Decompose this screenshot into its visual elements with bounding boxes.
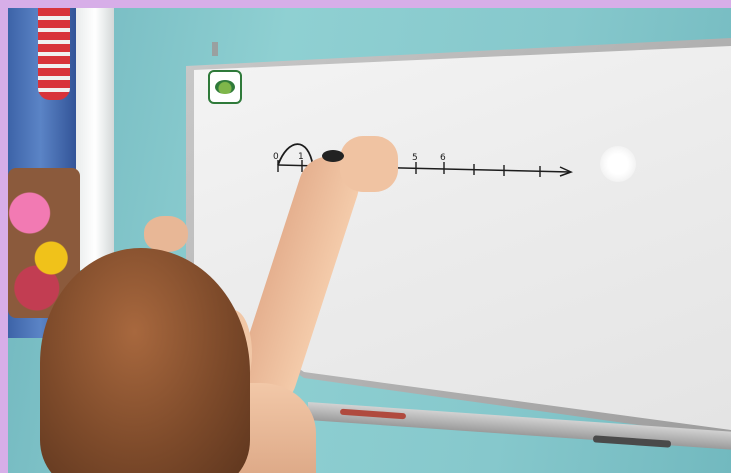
- number-label-6: 6: [440, 153, 446, 163]
- number-label-5: 5: [412, 153, 418, 163]
- marker-in-hand: [322, 150, 344, 162]
- number-line-jump-arc: [278, 144, 313, 166]
- photo-scene: [8, 8, 731, 473]
- left-hand: [144, 216, 188, 252]
- number-label-0: 0: [273, 152, 279, 162]
- writing-hand: [340, 136, 398, 192]
- number-label-1: 1: [298, 152, 304, 162]
